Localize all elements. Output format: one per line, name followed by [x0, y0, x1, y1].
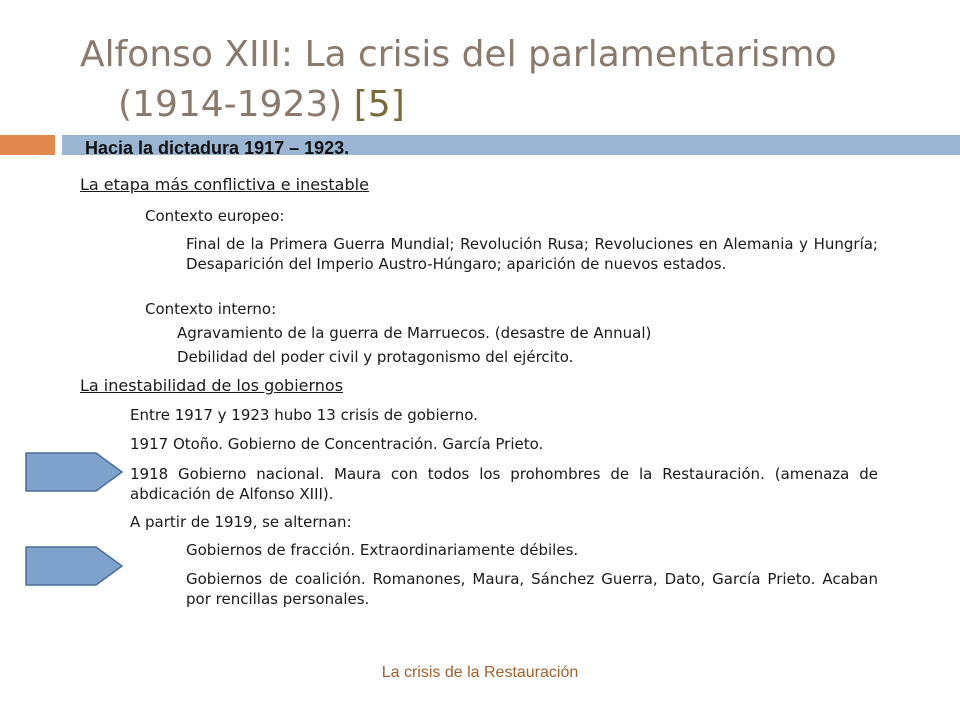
- govt-item-3-text: 1918 Gobierno nacional. Maura con todos los prohombres de la Restauración. (amenaza de abdicación de Alfonso XIII).: [130, 465, 878, 503]
- govt-item-3: [130, 464, 878, 504]
- title-line-2-wrap: [80, 80, 405, 130]
- title-bracket: [5]: [353, 84, 405, 125]
- arrow-icon: [24, 451, 124, 493]
- context-europe-text: Final de la Primera Guerra Mundial; Revolución Rusa; Revoluciones en Alemania y Hungría; Desaparición del Imperio Austro-Húngaro; aparición de nuevos estados.: [186, 235, 878, 273]
- section1-label: La etapa más conflictiva e inestable: [80, 175, 369, 194]
- internal-item-1: Agravamiento de la guerra de Marruecos. (desastre de Annual): [177, 324, 652, 342]
- accent-bar-orange: [0, 135, 55, 155]
- govt-sub-1: Gobiernos de fracción. Extraordinariamente débiles.: [186, 541, 579, 559]
- title-line-1: Alfonso XIII: La crisis del parlamentarismo: [80, 34, 837, 75]
- govt-sub-2: Gobiernos de coalición. Romanones, Maura, Sánchez Guerra, Dato, García Prieto. Acaban por rencillas personales.: [186, 570, 878, 608]
- arrow-icon: [24, 545, 124, 587]
- govt-item-2: 1917 Otoño. Gobierno de Concentración. García Prieto.: [130, 435, 544, 453]
- internal-item-2: Debilidad del poder civil y protagonismo del ejército.: [177, 348, 574, 366]
- title-line-2: (1914-1923): [118, 84, 354, 125]
- footer-text: La crisis de la Restauración: [381, 664, 579, 681]
- govt-item-1: Entre 1917 y 1923 hubo 13 crisis de gobierno.: [130, 406, 478, 424]
- section2-label: La inestabilidad de los gobiernos: [80, 376, 344, 395]
- section-heading: Hacia la dictadura 1917 – 1923.: [85, 138, 350, 158]
- slide-title: [80, 30, 940, 130]
- govt-item-4: A partir de 1919, se alternan:: [130, 513, 352, 531]
- context-internal-label: Contexto interno:: [145, 300, 277, 318]
- context-europe-label: Contexto europeo:: [145, 207, 285, 225]
